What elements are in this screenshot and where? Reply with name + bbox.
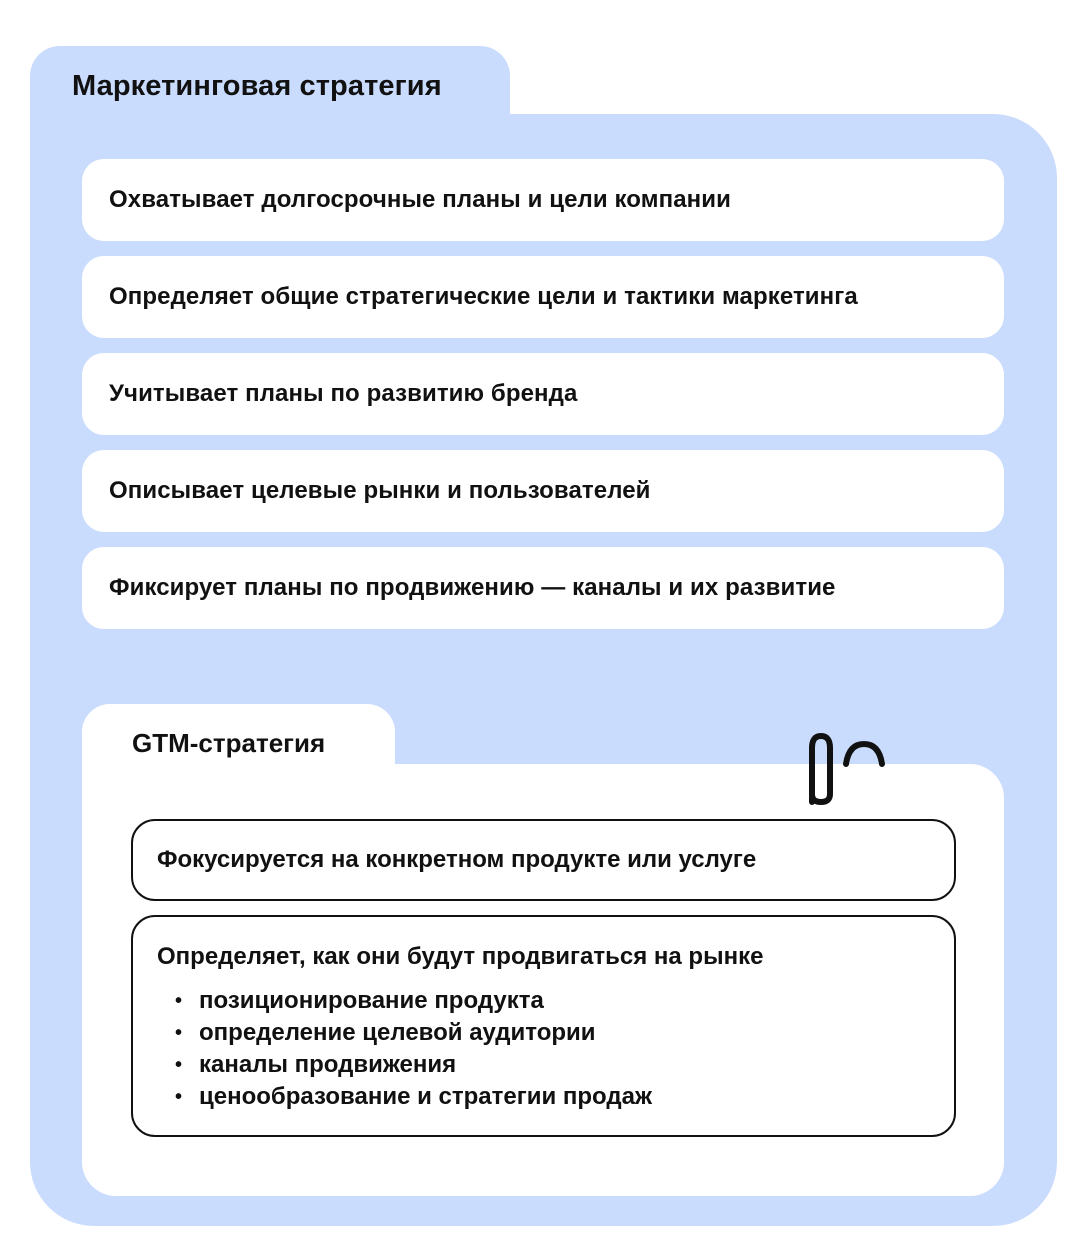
gtm-strategy-title: GTM-стратегия <box>132 728 326 758</box>
gtm-card-focus-text: Фокусируется на конкретном продукте или услуге <box>157 846 757 873</box>
marketing-item: Фиксирует планы по продвижению — каналы и их развитие <box>82 547 1004 629</box>
marketing-item: Учитывает планы по развитию бренда <box>82 353 1004 435</box>
gtm-bullet-item: • каналы продвижения <box>199 1049 930 1081</box>
gtm-card-focus <box>131 819 956 901</box>
marketing-item: Определяет общие стратегические цели и тактики маркетинга <box>82 256 1004 338</box>
gtm-bullet-list <box>157 985 930 1113</box>
gtm-bullet-item: • определение целевой аудитории <box>199 1017 930 1049</box>
marketing-item: Описывает целевые рынки и пользователей <box>82 450 1004 532</box>
marketing-strategy-title: Маркетинговая стратегия <box>72 70 442 102</box>
gtm-bullet-item: • позиционирование продукта <box>199 985 930 1017</box>
paperclip-icon <box>798 728 888 808</box>
marketing-item: Охватывает долгосрочные планы и цели компании <box>82 159 1004 241</box>
gtm-bullet-item: • ценообразование и стратегии продаж <box>199 1081 930 1113</box>
gtm-card-promotion <box>131 915 956 1137</box>
gtm-card-promotion-heading: Определяет, как они будут продвигаться на рынке <box>157 943 764 970</box>
